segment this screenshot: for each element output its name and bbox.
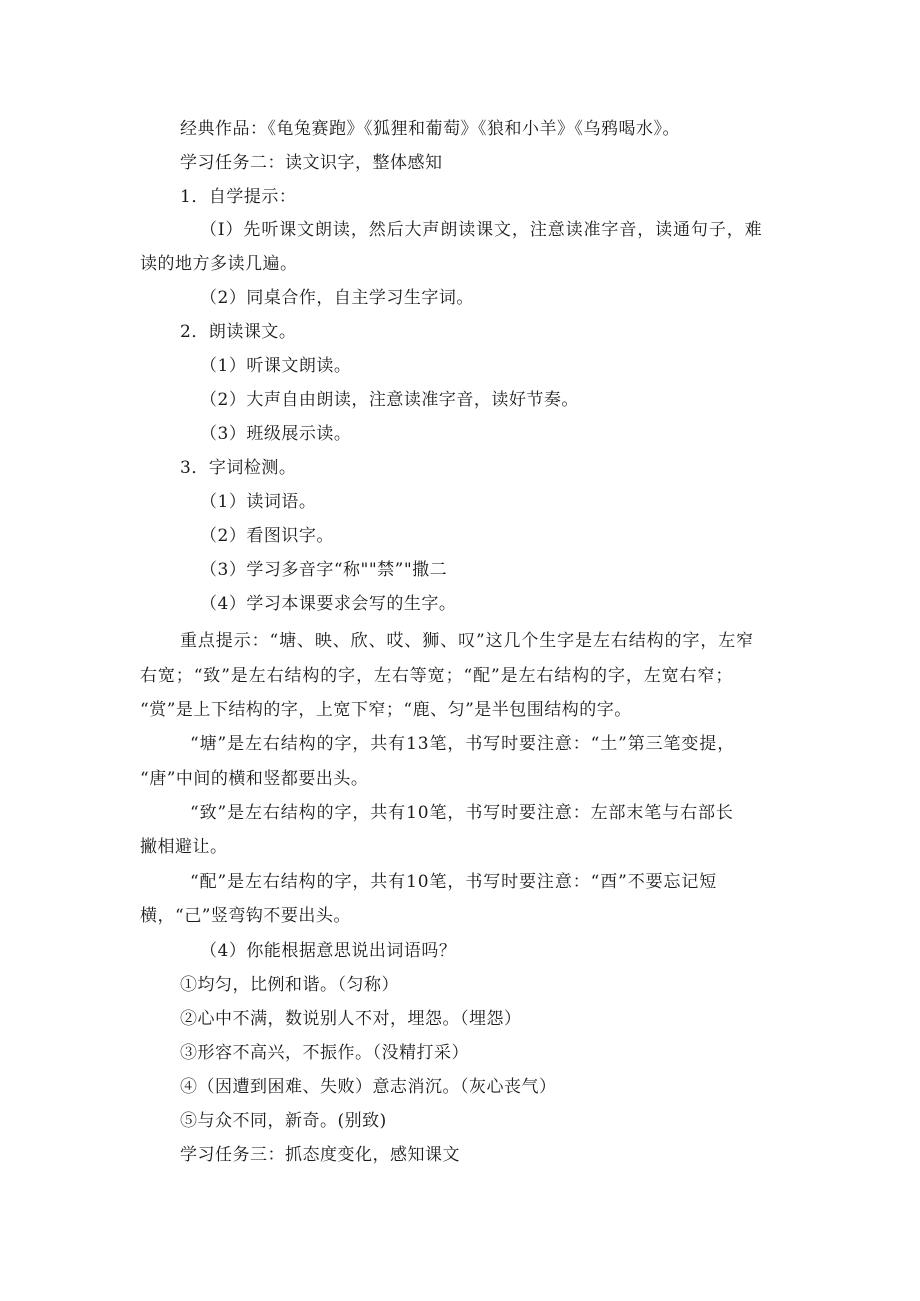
check-step-4: （4）学习本课要求会写的生字。 — [200, 594, 457, 614]
self-study-tips-heading: 1．自学提示： — [180, 187, 297, 207]
meaning-item-4: ④（因遭到困难、失败）意志消沉。（灰心丧气） — [180, 1077, 557, 1097]
read-step-3: （3）班级展示读。 — [200, 424, 352, 444]
pei-note-line-2: 横，“己”竖弯钩不要出头。 — [140, 906, 351, 926]
zhi-note-line-2: 撇相避让。 — [140, 837, 228, 857]
read-aloud-heading: 2．朗读课文。 — [180, 322, 297, 342]
meaning-item-3: ③形容不高兴，不振作。（没精打采） — [180, 1043, 469, 1063]
meaning-item-2: ②心中不满，数说别人不对，埋怨。（埋怨） — [180, 1009, 522, 1029]
pei-note-line-1: “配”是左右结构的字，共有10笔，书写时要注意：“酉”不要忘记短 — [190, 872, 718, 892]
meaning-item-1: ①均匀，比例和谐。（匀称） — [180, 975, 399, 995]
key-tips-line-1: 重点提示：“塘、映、欣、哎、狮、叹”这几个生字是左右结构的字，左窄 — [180, 631, 755, 651]
tip-one-line-2: 读的地方多读几遍。 — [140, 254, 298, 274]
classic-works-line: 经典作品：《龟兔赛跑》《狐狸和葡萄》《狼和小羊》《乌鸦喝水》。 — [180, 119, 680, 139]
meaning-item-5: ⑤与众不同，新奇。(别致) — [180, 1111, 387, 1131]
check-step-3: （3）学习多音字“称""禁”"撒二 — [200, 560, 448, 580]
key-tips-line-2: 右宽；“致”是左右结构的字，左右等宽；“配”是左右结构的字，左宽右窄； — [140, 666, 734, 686]
task-two-heading: 学习任务二：读文识字，整体感知 — [180, 153, 443, 173]
word-check-heading: 3．字词检测。 — [180, 458, 297, 478]
zhi-note-line-1: “致”是左右结构的字，共有10笔，书写时要注意：左部末笔与右部长 — [190, 803, 734, 823]
task-three-heading: 学习任务三：抓态度变化，感知课文 — [180, 1145, 460, 1165]
tip-two-line: （2）同桌合作，自主学习生字词。 — [200, 288, 474, 308]
tang-note-line-2: “唐”中间的横和竖都要出头。 — [140, 769, 369, 789]
check-step-1: （1）读词语。 — [200, 492, 317, 512]
check-step-2: （2）看图识字。 — [200, 526, 334, 546]
tip-one-line-1: （I）先听课文朗读，然后大声朗读课文，注意读准字音，读通句子，难 — [200, 220, 763, 240]
read-step-2: （2）大声自由朗读，注意读准字音，读好节奏。 — [200, 390, 579, 410]
tang-note-line-1: “塘”是左右结构的字，共有13笔，书写时要注意：“土”第三笔变提， — [190, 734, 736, 754]
key-tips-line-3: “赏”是上下结构的字，上宽下窄；“鹿、匀”是半包围结构的字。 — [140, 700, 632, 720]
read-step-1: （1）听课文朗读。 — [200, 356, 352, 376]
word-meaning-heading: （4）你能根据意思说出词语吗？ — [200, 941, 457, 961]
